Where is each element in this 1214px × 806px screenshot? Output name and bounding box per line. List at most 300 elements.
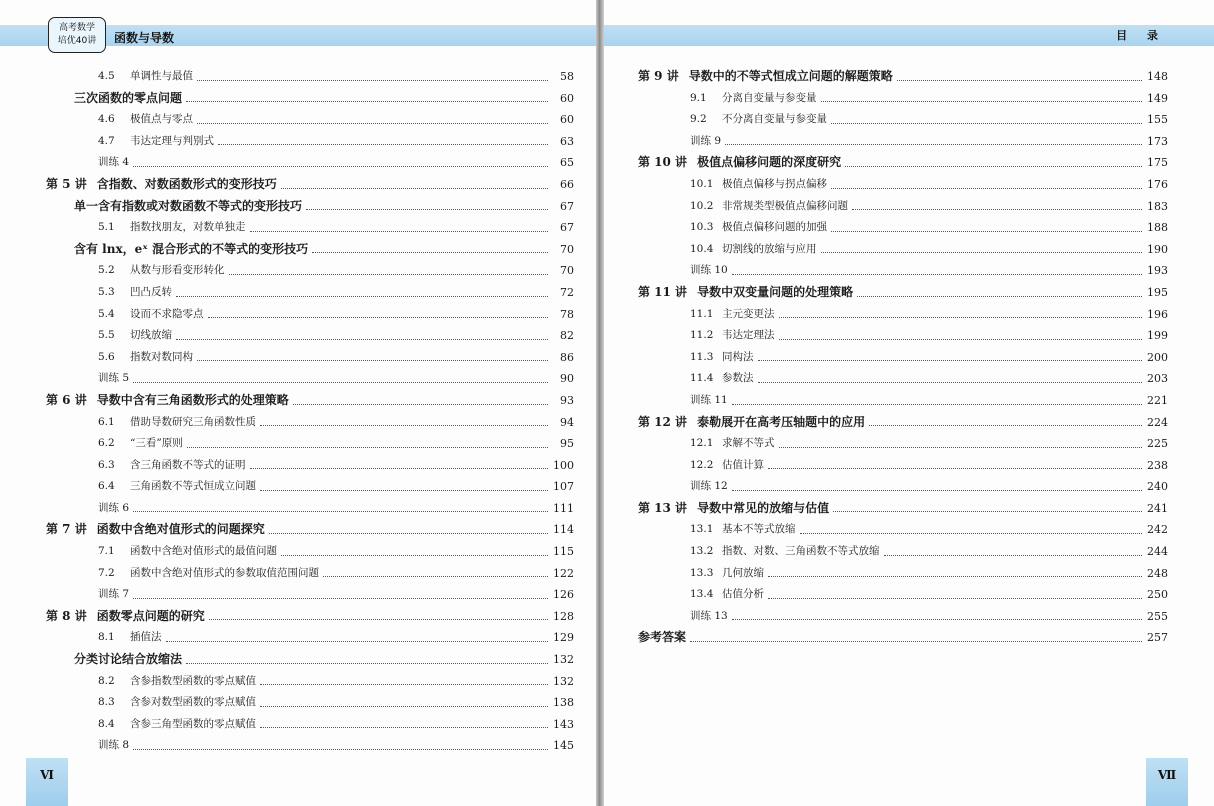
toc-entry-section[interactable]	[638, 541, 1168, 563]
dot-leader	[869, 425, 1142, 426]
toc-entry-page: 149	[1147, 91, 1168, 105]
toc-entry-number: 8.4	[98, 717, 115, 730]
toc-entry-title: 切线放缩	[130, 329, 172, 342]
toc-entry-label	[46, 584, 133, 606]
toc-entry-page: 82	[560, 329, 574, 343]
dot-leader	[690, 641, 1142, 642]
toc-entry-label	[46, 627, 166, 649]
toc-entry-page: 60	[560, 91, 574, 105]
toc-entry-number: 11.1	[690, 307, 714, 320]
dot-leader	[260, 684, 548, 685]
dot-leader	[269, 533, 548, 534]
toc-entry-number: 5.2	[98, 264, 115, 277]
toc-entry-page: 238	[1147, 458, 1168, 472]
toc-entry-number: 10.3	[690, 221, 714, 234]
toc-entry-number: 第 11 讲	[638, 284, 688, 299]
toc-entry-section[interactable]	[46, 455, 574, 477]
toc-entry-section[interactable]	[638, 217, 1168, 239]
toc-entry-train[interactable]	[638, 390, 1168, 412]
toc-entry-train[interactable]	[46, 735, 574, 757]
toc-entry-number: 12.1	[690, 437, 714, 450]
toc-entry-title: 极值点偏移问题的深度研究	[697, 155, 842, 170]
toc-entry-page: 193	[1147, 264, 1168, 278]
toc-entry-title: 导数中双变量问题的处理策略	[697, 284, 854, 299]
toc-entry-train[interactable]	[638, 606, 1168, 628]
toc-entry-title: 参考答案	[638, 630, 687, 645]
toc-list-right	[638, 66, 1168, 649]
toc-entry-number: 10.2	[690, 199, 714, 212]
toc-entry-train[interactable]	[638, 260, 1168, 282]
book-gutter	[596, 0, 604, 806]
toc-entry-train[interactable]	[46, 584, 574, 606]
toc-entry-number: 13.4	[690, 588, 714, 601]
toc-entry-section[interactable]	[638, 109, 1168, 131]
toc-entry-title: 训练 11	[690, 393, 728, 406]
dot-leader	[857, 296, 1142, 297]
toc-entry-title: 三角函数不等式恒成立问题	[130, 480, 256, 493]
toc-entry-page: 143	[553, 717, 574, 731]
toc-entry-section[interactable]	[46, 66, 574, 88]
toc-entry-section[interactable]	[46, 433, 574, 455]
toc-entry-title: 训练 10	[690, 264, 728, 277]
dot-leader	[725, 144, 1142, 145]
dot-leader	[897, 80, 1142, 81]
dot-leader	[758, 382, 1143, 383]
toc-entry-title: 主元变更法	[722, 307, 775, 320]
toc-entry-section[interactable]	[638, 584, 1168, 606]
toc-entry-section[interactable]	[638, 88, 1168, 110]
left-page	[0, 0, 596, 806]
toc-entry-page: 221	[1147, 393, 1168, 407]
toc-entry-page: 196	[1147, 307, 1168, 321]
page-number: Ⅵ	[40, 768, 54, 782]
dot-leader	[186, 663, 548, 664]
toc-entry-chapter[interactable]	[638, 152, 1168, 174]
dot-leader	[260, 727, 548, 728]
toc-entry-section[interactable]	[638, 519, 1168, 541]
toc-entry-title: 单调性与最值	[130, 70, 193, 82]
toc-entry-title: 含三角函数不等式的证明	[130, 458, 246, 471]
toc-entry-label	[638, 174, 831, 196]
dot-leader	[306, 209, 548, 210]
dot-leader	[281, 555, 548, 556]
dot-leader	[260, 706, 548, 707]
toc-entry-section[interactable]	[46, 476, 574, 498]
dot-leader	[208, 317, 549, 318]
toc-entry-title: 极值点偏移问题的加强	[722, 221, 827, 234]
toc-entry-page: 70	[560, 242, 574, 256]
toc-entry-number: 4.6	[98, 113, 115, 126]
toc-entry-train[interactable]	[46, 152, 574, 174]
toc-entry-page: 107	[553, 480, 574, 494]
toc-entry-page: 188	[1147, 221, 1168, 235]
toc-entry-label	[638, 541, 884, 563]
toc-entry-train[interactable]	[46, 368, 574, 390]
toc-entry-number: 6.2	[98, 437, 115, 450]
toc-entry-number: 12.2	[690, 458, 714, 471]
running-header-title: 目 录	[1116, 29, 1166, 42]
toc-entry-page: 66	[560, 177, 574, 191]
toc-entry-page: 63	[560, 134, 574, 148]
toc-entry-label	[638, 498, 833, 520]
toc-entry-section[interactable]	[638, 304, 1168, 326]
toc-entry-page: 145	[553, 739, 574, 753]
toc-entry-chapter[interactable]	[46, 606, 574, 628]
toc-entry-number: 13.2	[690, 545, 714, 558]
toc-entry-section[interactable]	[46, 304, 574, 326]
toc-entry-section[interactable]	[46, 325, 574, 347]
dot-leader	[732, 619, 1142, 620]
toc-entry-title: 训练 8	[98, 739, 130, 752]
toc-entry-title: 从数与形看变形转化	[130, 264, 225, 277]
toc-entry-title: 函数中含绝对值形式的参数取值范围问题	[130, 566, 319, 579]
badge-line-1: 高考数学	[58, 23, 95, 33]
toc-entry-page: 203	[1147, 372, 1168, 386]
toc-entry-number: 10.1	[690, 177, 714, 190]
toc-entry-number: 第 13 讲	[638, 500, 688, 515]
toc-entry-label	[46, 239, 312, 261]
toc-entry-number: 6.1	[98, 415, 115, 428]
toc-entry-label	[46, 649, 186, 671]
toc-entry-number: 5.4	[98, 307, 115, 320]
toc-entry-label	[46, 304, 208, 326]
dot-leader	[133, 382, 548, 383]
toc-entry-page: 72	[560, 285, 574, 299]
toc-entry-label	[638, 109, 831, 131]
toc-entry-section[interactable]	[638, 563, 1168, 585]
toc-entry-page: 70	[560, 264, 574, 278]
toc-entry-page: 241	[1147, 501, 1168, 515]
dot-leader	[187, 447, 548, 448]
toc-entry-subhead[interactable]	[46, 196, 574, 218]
toc-entry-page: 100	[553, 458, 574, 472]
toc-entry-page: 190	[1147, 242, 1168, 256]
dot-leader	[779, 447, 1143, 448]
dot-leader	[250, 231, 549, 232]
toc-entry-number: 11.4	[690, 372, 714, 385]
dot-leader	[831, 123, 1142, 124]
toc-entry-section[interactable]	[46, 692, 574, 714]
toc-entry-section[interactable]	[638, 239, 1168, 261]
toc-entry-label	[46, 217, 250, 239]
toc-entry-number: 8.1	[98, 631, 115, 644]
dot-leader	[779, 317, 1143, 318]
toc-entry-page: 115	[553, 545, 574, 559]
toc-entry-page: 93	[560, 393, 574, 407]
toc-entry-title: 训练 7	[98, 588, 130, 601]
toc-entry-page: 255	[1147, 609, 1168, 623]
dot-leader	[166, 641, 549, 642]
dot-leader	[779, 339, 1143, 340]
toc-entry-label	[638, 584, 768, 606]
toc-entry-page: 126	[553, 588, 574, 602]
toc-entry-label	[638, 476, 732, 498]
toc-entry-title: 导数中的不等式恒成立问题的解题策略	[688, 69, 893, 83]
toc-entry-label	[638, 131, 725, 153]
toc-entry-label	[638, 217, 831, 239]
toc-entry-number: 7.1	[98, 545, 115, 558]
toc-entry-page: 224	[1147, 415, 1168, 429]
toc-entry-number: 8.2	[98, 674, 115, 687]
toc-entry-chapter[interactable]	[638, 282, 1168, 304]
toc-entry-chapter[interactable]	[638, 412, 1168, 434]
toc-entry-section[interactable]	[638, 433, 1168, 455]
toc-entry-label	[46, 541, 281, 563]
toc-entry-section[interactable]	[46, 563, 574, 585]
toc-entry-page: 60	[560, 113, 574, 127]
toc-entry-section[interactable]	[638, 368, 1168, 390]
toc-entry-label	[638, 304, 779, 326]
toc-entry-page: 129	[553, 631, 574, 645]
toc-entry-subhead[interactable]	[46, 649, 574, 671]
toc-entry-number: 4.7	[98, 134, 115, 147]
toc-entry-section[interactable]	[46, 260, 574, 282]
dot-leader	[768, 468, 1142, 469]
toc-entry-number: 11.3	[690, 350, 714, 363]
dot-leader	[323, 576, 548, 577]
toc-entry-label	[638, 88, 821, 110]
toc-entry-label	[638, 412, 869, 434]
toc-list-left	[46, 66, 574, 757]
toc-entry-label	[46, 131, 218, 153]
toc-entry-page: 78	[560, 307, 574, 321]
page-number: Ⅶ	[1157, 768, 1177, 782]
dot-leader	[831, 188, 1142, 189]
toc-entry-number: 第 8 讲	[46, 608, 87, 623]
toc-entry-train[interactable]	[638, 131, 1168, 153]
toc-entry-title: 训练 9	[690, 134, 722, 147]
toc-entry-title: 凹凸反转	[130, 285, 172, 298]
toc-entry-title: 求解不等式	[722, 437, 775, 450]
toc-entry-section[interactable]	[46, 217, 574, 239]
dot-leader	[133, 511, 548, 512]
toc-entry-page: 242	[1147, 523, 1168, 537]
toc-entry-number: 9.1	[690, 91, 707, 104]
toc-entry-page: 250	[1147, 588, 1168, 602]
toc-entry-number: 第 10 讲	[638, 155, 688, 170]
toc-entry-label	[638, 368, 758, 390]
toc-entry-title: 韦达定理法	[722, 329, 775, 342]
toc-entry-section[interactable]	[638, 174, 1168, 196]
toc-entry-section[interactable]	[46, 109, 574, 131]
toc-entry-title: 借助导数研究三角函数性质	[130, 415, 256, 428]
toc-entry-number: 6.4	[98, 480, 115, 493]
dot-leader	[312, 252, 548, 253]
toc-entry-label	[46, 152, 133, 174]
toc-entry-label	[46, 109, 197, 131]
dot-leader	[260, 490, 548, 491]
toc-entry-number: 10.4	[690, 242, 714, 255]
footer-tab	[26, 758, 68, 806]
toc-entry-section[interactable]	[46, 131, 574, 153]
toc-entry-label	[46, 476, 260, 498]
toc-entry-number: 4.5	[98, 70, 115, 82]
toc-entry-section[interactable]	[46, 347, 574, 369]
toc-entry-page: 65	[560, 156, 574, 170]
toc-entry-page: 138	[553, 696, 574, 710]
badge-line-2: 培优40讲	[57, 36, 97, 46]
toc-entry-title: 函数零点问题的研究	[96, 608, 205, 623]
toc-entry-title: 极值点与零点	[130, 113, 193, 126]
toc-entry-page: 132	[553, 653, 574, 667]
toc-entry-label	[46, 671, 260, 693]
toc-entry-title: 训练 12	[690, 480, 728, 493]
toc-entry-label	[46, 412, 260, 434]
dot-leader	[758, 360, 1143, 361]
toc-entry-page: 200	[1147, 350, 1168, 364]
dot-leader	[176, 339, 548, 340]
toc-entry-title: 含指数、对数函数形式的变形技巧	[96, 176, 277, 191]
toc-entry-title: 含参指数型函数的零点赋值	[130, 674, 256, 687]
toc-entry-section[interactable]	[638, 196, 1168, 218]
toc-entry-title: 指数、对数、三角函数不等式放缩	[722, 545, 880, 558]
right-page	[604, 0, 1214, 806]
toc-entry-label	[46, 347, 197, 369]
toc-entry-number: 13.3	[690, 566, 714, 579]
toc-entry-title: 导数中常见的放缩与估值	[697, 500, 830, 515]
toc-entry-title: 同构法	[722, 350, 754, 363]
toc-entry-answers[interactable]	[638, 627, 1168, 649]
dot-leader	[209, 619, 548, 620]
dot-leader	[732, 274, 1142, 275]
toc-entry-title: 不分离自变量与参变量	[722, 113, 827, 126]
toc-entry-title: 含有 lnx，eˣ 混合形式的不等式的变形技巧	[74, 241, 309, 256]
toc-entry-label	[638, 260, 732, 282]
toc-entry-title: 非常规类型极值点偏移问题	[722, 199, 848, 212]
toc-entry-number: 第 7 讲	[46, 522, 87, 537]
toc-entry-page: 148	[1147, 70, 1168, 83]
toc-entry-subhead[interactable]	[46, 239, 574, 261]
toc-entry-title: 指数找朋友，对数单独走	[130, 221, 246, 234]
toc-entry-title: 含参对数型函数的零点赋值	[130, 696, 256, 709]
dot-leader	[845, 166, 1142, 167]
dot-leader	[800, 533, 1143, 534]
toc-entry-chapter[interactable]	[46, 519, 574, 541]
toc-entry-section[interactable]	[638, 347, 1168, 369]
dot-leader	[133, 749, 548, 750]
dot-leader	[732, 404, 1142, 405]
toc-entry-number: 5.1	[98, 221, 115, 234]
toc-entry-label	[46, 563, 323, 585]
toc-entry-label	[638, 455, 768, 477]
toc-entry-section[interactable]	[638, 455, 1168, 477]
toc-entry-title: 三次函数的零点问题	[74, 90, 183, 105]
toc-entry-page: 128	[553, 609, 574, 623]
toc-entry-label	[46, 325, 176, 347]
toc-entry-section[interactable]	[46, 282, 574, 304]
toc-entry-title: 导数中含有三角函数形式的处理策略	[96, 392, 289, 407]
toc-entry-label	[638, 627, 690, 649]
toc-entry-label	[638, 325, 779, 347]
toc-entry-label	[46, 174, 281, 196]
toc-entry-label	[46, 714, 260, 736]
toc-entry-page: 67	[560, 199, 574, 213]
toc-entry-label	[46, 433, 187, 455]
toc-entry-subhead[interactable]	[46, 88, 574, 110]
toc-entry-title: 韦达定理与判别式	[130, 134, 214, 147]
toc-entry-section[interactable]	[638, 325, 1168, 347]
dot-leader	[281, 188, 548, 189]
toc-entry-label	[638, 196, 852, 218]
toc-entry-title: 泰勒展开在高考压轴题中的应用	[697, 414, 866, 429]
toc-entry-label	[638, 239, 821, 261]
toc-entry-label	[638, 606, 732, 628]
toc-entry-label	[46, 735, 133, 757]
toc-entry-number: 11.2	[690, 329, 714, 342]
toc-entry-title: 插值法	[130, 631, 162, 644]
toc-entry-section[interactable]	[46, 412, 574, 434]
toc-entry-title: 训练 13	[690, 609, 728, 622]
toc-entry-label	[638, 390, 732, 412]
toc-entry-page: 67	[560, 221, 574, 235]
toc-entry-page: 122	[553, 566, 574, 580]
toc-entry-page: 257	[1147, 631, 1168, 645]
toc-entry-number: 8.3	[98, 696, 115, 709]
dot-leader	[831, 231, 1142, 232]
toc-entry-number: 7.2	[98, 566, 115, 579]
toc-entry-section[interactable]	[46, 714, 574, 736]
dot-leader	[133, 166, 548, 167]
toc-entry-label	[46, 88, 186, 110]
toc-entry-number: 5.6	[98, 350, 115, 363]
toc-entry-number: 第 12 讲	[638, 414, 688, 429]
running-header-title: 函数与导数	[114, 31, 175, 45]
toc-entry-label	[46, 692, 260, 714]
toc-entry-page: 248	[1147, 566, 1168, 580]
toc-entry-label	[638, 152, 845, 174]
toc-entry-title: 极值点偏移与拐点偏移	[722, 177, 827, 190]
toc-entry-chapter[interactable]	[46, 174, 574, 196]
dot-leader	[229, 274, 549, 275]
toc-entry-number: 5.3	[98, 285, 115, 298]
toc-entry-page: 173	[1147, 134, 1168, 148]
toc-entry-section[interactable]	[46, 627, 574, 649]
dot-leader	[250, 468, 549, 469]
toc-entry-chapter[interactable]	[46, 390, 574, 412]
dot-leader	[732, 490, 1142, 491]
toc-entry-title: 训练 6	[98, 501, 130, 514]
toc-entry-label	[46, 455, 250, 477]
toc-entry-page: 58	[560, 70, 574, 83]
toc-entry-title: 估值计算	[722, 458, 764, 471]
toc-entry-page: 244	[1147, 545, 1168, 559]
toc-entry-number: 5.5	[98, 329, 115, 342]
dot-leader	[133, 598, 548, 599]
toc-entry-section[interactable]	[46, 671, 574, 693]
toc-entry-label	[46, 260, 229, 282]
dot-leader	[768, 598, 1142, 599]
toc-entry-section[interactable]	[46, 541, 574, 563]
toc-entry-chapter[interactable]	[638, 498, 1168, 520]
toc-entry-title: 函数中含绝对值形式的问题探究	[96, 522, 265, 537]
toc-entry-title: 指数对数同构	[130, 350, 193, 363]
toc-entry-train[interactable]	[638, 476, 1168, 498]
toc-entry-title: 含参三角型函数的零点赋值	[130, 717, 256, 730]
dot-leader	[884, 555, 1143, 556]
toc-entry-train[interactable]	[46, 498, 574, 520]
toc-entry-label	[46, 66, 197, 88]
toc-entry-number: 第 6 讲	[46, 392, 87, 407]
toc-entry-page: 132	[553, 674, 574, 688]
toc-entry-title: 训练 4	[98, 156, 130, 169]
toc-entry-title: 几何放缩	[722, 566, 764, 579]
toc-entry-title: 函数中含绝对值形式的最值问题	[130, 545, 277, 558]
toc-entry-page: 90	[560, 372, 574, 386]
toc-entry-page: 155	[1147, 113, 1168, 127]
toc-entry-chapter[interactable]	[638, 66, 1168, 88]
toc-entry-number: 6.3	[98, 458, 115, 471]
toc-entry-label	[638, 433, 779, 455]
